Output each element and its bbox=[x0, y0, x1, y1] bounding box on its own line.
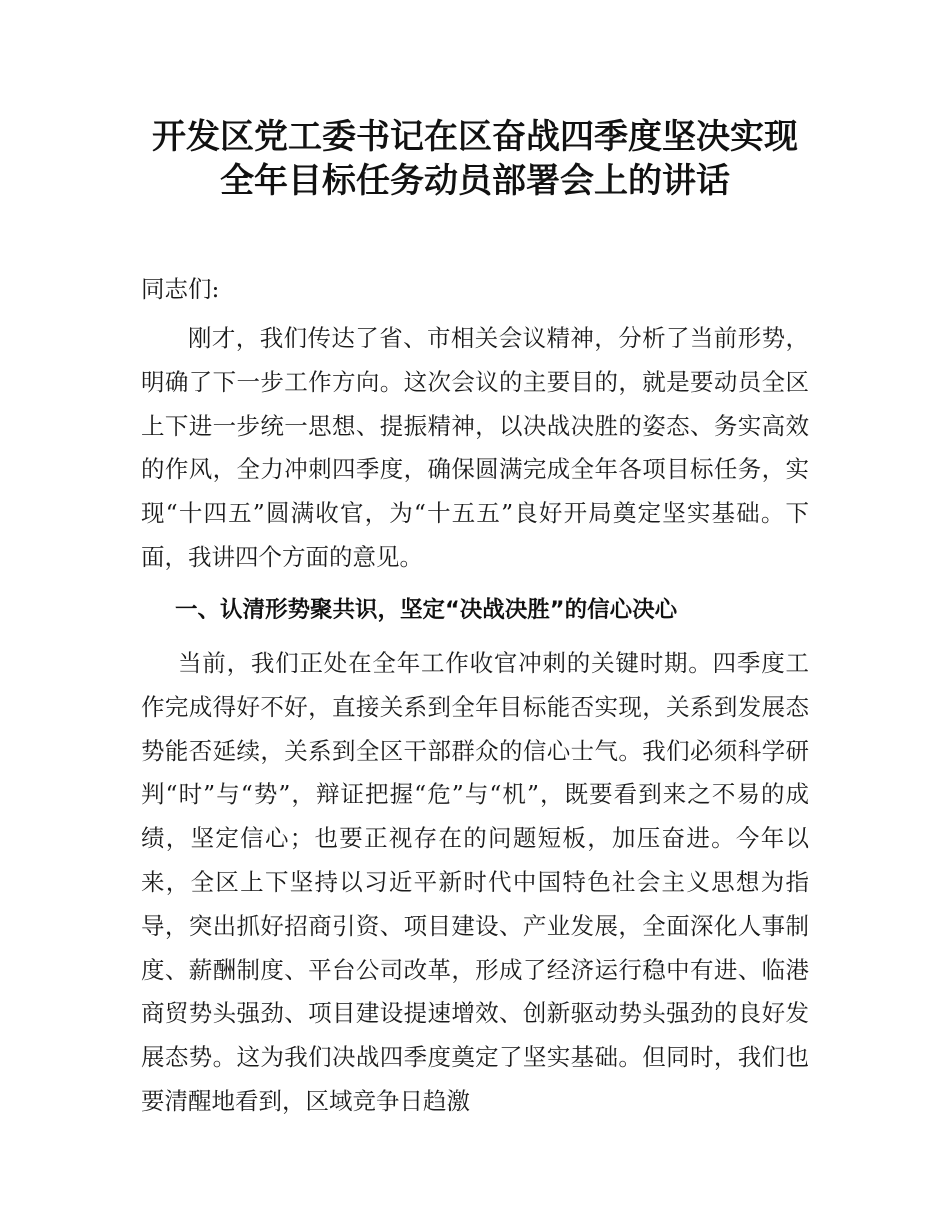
document-title-line-2: 全年目标任务动员部署会上的讲话 bbox=[220, 161, 730, 201]
salutation: 同志们: bbox=[141, 275, 220, 303]
document-title-line-1: 开发区党工委书记在区奋战四季度坚决实现 bbox=[152, 117, 798, 157]
section-heading-1: 一、认清形势聚共识，坚定“决战决胜”的信心决心 bbox=[175, 597, 678, 623]
paragraph-intro: 刚才，我们传达了省、市相关会议精神，分析了当前形势，明确了下一步工作方向。这次会议的主要目的，就是要动员全区上下进一步统一思想、提振精神，以决战决胜的姿态、务实高效的作风，全力冲刺四季度，确保圆满完成全年各项目标任务，实现“十四五”圆满收官，为“十五五”良好开局奠定坚实基础。下面，我讲四个方面的意见。 bbox=[141, 324, 809, 571]
paragraph-section-1: 当前，我们正处在全年工作收官冲刺的关键时期。四季度工作完成得好不好，直接关系到全年目标能否实现，关系到发展态势能否延续，关系到全区干部群众的信心士气。我们必须科学研判“时”与“势”，辩证把握“危”与“机”，既要看到来之不易的成绩，坚定信心；也要正视存在的问题短板，加压奋进。今年以来，全区上下坚持以习近平新时代中国特色社会主义思想为指导，突出抓好招商引资、项目建设、产业发展，全面深化人事制度、薪酬制度、平台公司改革，形成了经济运行稳中有进、临港商贸势头强劲、项目建设提速增效、创新驱动势头强劲的良好发展态势。这为我们决战四季度奠定了坚实基础。但同时，我们也要清醒地看到，区域竞争日趋激 bbox=[141, 649, 809, 1115]
